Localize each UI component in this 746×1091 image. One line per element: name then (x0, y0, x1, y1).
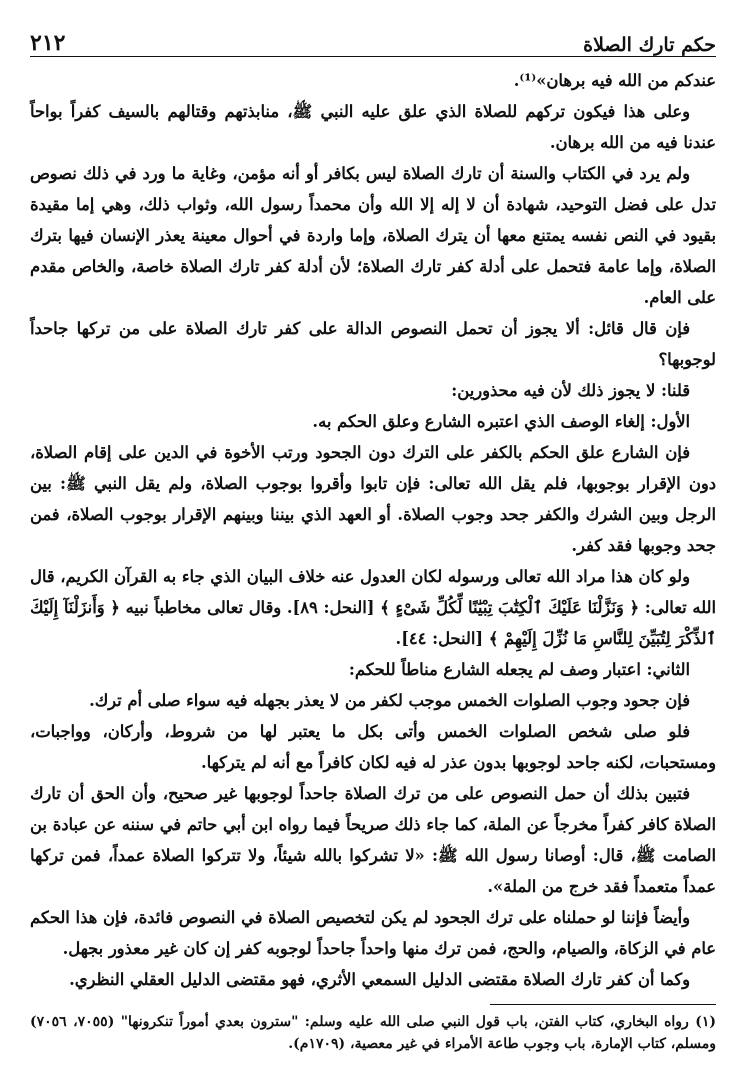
paragraph: الثاني: اعتبار وصف لم يجعله الشارع مناطاً للحكم: (348, 660, 690, 679)
paragraph: فتبين بذلك أن حمل النصوص على من ترك الصلاة جاحداً لوجوبها غير صحيح، وأن الحق أن تارك الصلاة كافر كفراً مخرجاً عن الملة، كما جاء ذلك صريحاً فيما رواه ابن أبي حاتم في سننه عن عبادة بن الصامت ﷺ، قال: أوصانا رسول الله ﷺ: «لا تشركوا بالله شيئاً، ولا تتركوا الصلاة عمداً، فمن تركها عمداً متعمداً فقد خرج من الملة». (30, 784, 716, 896)
paragraph: عندكم من الله فيه برهان»⁽¹⁾. (513, 71, 716, 90)
footnote-divider (490, 1004, 716, 1005)
paragraph: وعلى هذا فيكون تركهم للصلاة الذي علق عليه النبي ﷺ، منابذتهم وقتالهم بالسيف كفراً بواحاً عندنا فيه من الله برهان. (30, 102, 716, 152)
paragraph: فإن الشارع علق الحكم بالكفر على الترك دون الجحود ورتب الأخوة في الدين على إقام الصلاة، دون الإقرار بوجوبها، فلم يقل الله تعالى: فإن تابوا وأقروا بوجوب الصلاة، ولم يقل النبي ﷺ: بين الرجل وبين الشرك والكفر جحد وجوب الصلاة. أو العهد الذي بيننا وبينهم الإقرار بوجوب الصلاة، فمن جحد وجوبها فقد كفر. (30, 443, 716, 555)
paragraph: فإن جحود وجوب الصلوات الخمس موجب لكفر من لا يعذر بجهله فيه سواء صلى أم ترك. (89, 691, 690, 710)
paragraph: قلنا: لا يجوز ذلك لأن فيه محذورين: (451, 381, 690, 400)
running-title: حكم تارك الصلاة (583, 34, 716, 56)
paragraph: ولو كان هذا مراد الله تعالى ورسوله لكان العدول عنه خلاف البيان الذي جاء به القرآن الكريم، قال الله تعالى: ﴿ وَنَزَّلْنَا عَلَيْكَ ٱلْكِتَٰبَ تِبْيَٰنًا لِّكُلِّ شَىْءٍ ﴾ [النحل: ٨٩]. وقال تعالى مخاطباً نبيه ﴿ وَأَنزَلْنَآ إِلَيْكَ ٱلذِّكْرَ لِتُبَيِّنَ لِلنَّاسِ مَا نُزِّلَ إِلَيْهِمْ ﴾ [النحل: ٤٤]. (30, 567, 716, 648)
paragraph: وكما أن كفر تارك الصلاة مقتضى الدليل السمعي الأثري، فهو مقتضى الدليل العقلي النظري. (69, 970, 690, 989)
footnotes (30, 1004, 716, 1055)
page-number: ٢١٢ (30, 30, 66, 56)
page-header (30, 22, 716, 57)
document-page (30, 22, 716, 1072)
page-body (30, 65, 716, 995)
paragraph: ولم يرد في الكتاب والسنة أن تارك الصلاة ليس بكافر أو أنه مؤمن، وغاية ما ورد في ذلك نصوص تدل على فضل التوحيد، شهادة أن لا إله إلا الله وأن محمداً رسول الله، وثواب ذلك، وهي إما مقيدة بقيود في النص نفسه يمتنع معها أن يترك الصلاة، وإما واردة في أحوال معينة يعذر الإنسان فيها بترك الصلاة، وإما عامة فتحمل على أدلة كفر تارك الصلاة؛ لأن أدلة كفر تارك الصلاة خاصة، والخاص مقدم على العام. (30, 164, 716, 307)
paragraph: فإن قال قائل: ألا يجوز أن تحمل النصوص الدالة على كفر تارك الصلاة على من تركها جاحداً لوجوبها؟ (30, 319, 716, 369)
footnote: (١) رواه البخاري، كتاب الفتن، باب قول النبي صلى الله عليه وسلم: "سترون بعدي أموراً تنكرونها" (٧٠٥٥، ٧٠٥٦) ومسلم، كتاب الإمارة، باب وجوب طاعة الأمراء في غير معصية، (١٧٠٩م). (30, 1014, 716, 1052)
paragraph: وأيضاً فإننا لو حملناه على ترك الجحود لم يكن لتخصيص الصلاة في النصوص فائدة، فإن هذا الحكم عام في الزكاة، والصيام، والحج، فمن ترك منها واحداً جاحداً لوجوبه كفر إن كان غير معذور بجهل. (30, 908, 716, 958)
paragraph: فلو صلى شخص الصلوات الخمس وأتى بكل ما يعتبر لها من شروط، وأركان، وواجبات، ومستحبات، لكنه جاحد لوجوبها بدون عذر له فيه لكان كافراً مع أنه لم يتركها. (30, 722, 716, 772)
paragraph: الأول: إلغاء الوصف الذي اعتبره الشارع وعلق الحكم به. (312, 412, 690, 431)
